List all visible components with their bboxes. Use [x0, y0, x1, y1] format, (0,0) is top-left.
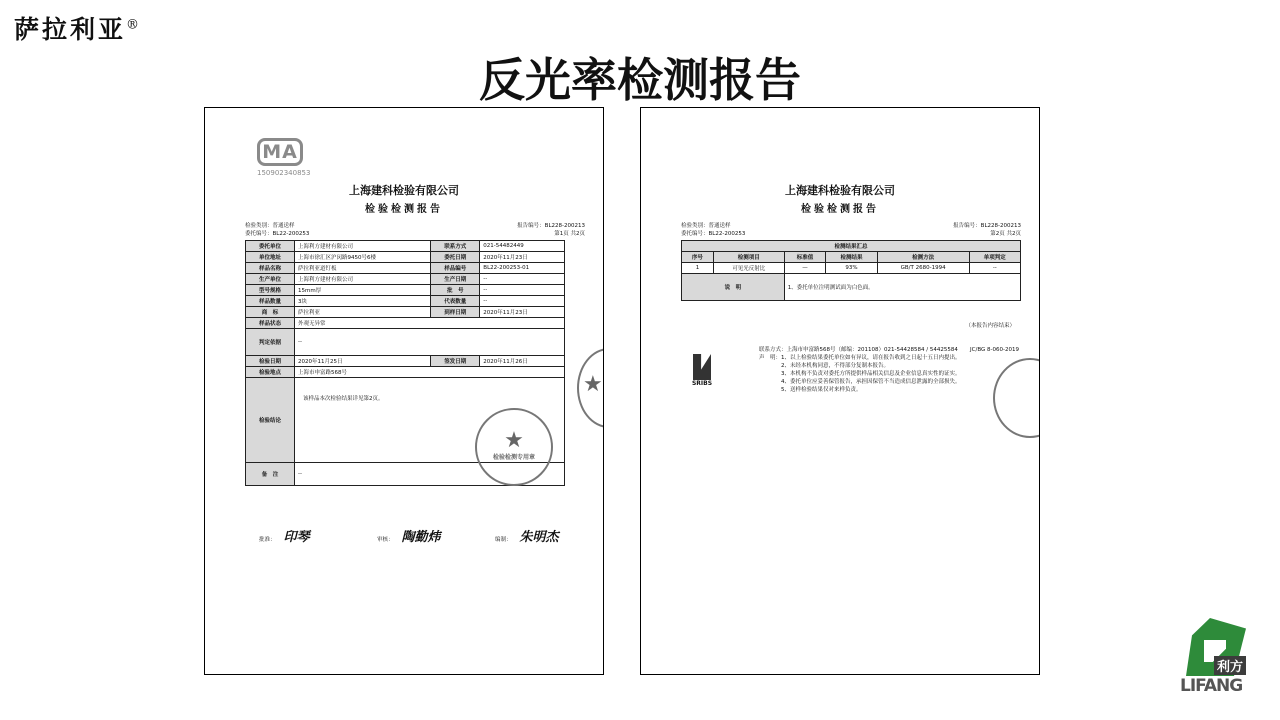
column-header: 检测结果	[826, 252, 877, 263]
report-footer: 联系方式：上海市申富路568号（邮编：201108）021-54428584 / 54425584 JC/BG 8-060-2019 声 明：1、以上检验结果委托单位如有异议，请在报告收到之日起十五日内提出。 2、未经本机构同意，不得部分复制本报告。 3、本机构不负责对委托方所提供样品相关信息及企业信息真实性的证实。 4、委托单位应妥善保管报告，承担因保管不当造成信息泄露的全部损失。 5、送样检验结果仅对来样负责。	[759, 347, 1019, 393]
company-name: 上海建科检验有限公司	[785, 184, 895, 197]
column-header: 检测方法	[877, 252, 969, 263]
info-row: 单位地址 上海市徐汇区沪闵路9450号6楼 委托日期 2020年11月23日	[246, 252, 565, 263]
meta-left: 检验类别：普通送样 委托编号：BL22-200253	[245, 223, 310, 237]
statement-line: 3、本机构不负责对委托方所提供样品相关信息及企业信息真实性的证实。	[781, 371, 961, 377]
meta-left: 检验类别：普通送样 委托编号：BL22-200253	[681, 223, 746, 237]
sribs-logo: SRIBS	[689, 354, 715, 387]
column-header: 单项判定	[969, 252, 1020, 263]
cma-mark	[257, 138, 310, 177]
report-page-2	[640, 107, 1040, 675]
table-cell: --	[969, 263, 1020, 274]
cma-number: 150902340853	[257, 169, 311, 177]
info-row: 委托单位 上海利方建材有限公司 联系方式 021-54482449	[246, 241, 565, 252]
info-row: 样品名称 萨拉利亚道钉板 样品编号 BL22-200253-01	[246, 263, 565, 274]
info-row: 商 标 萨拉利亚 到样日期 2020年11月23日	[246, 307, 565, 318]
column-header: 标准值	[784, 252, 826, 263]
statement-line: 2、未经本机构同意，不得部分复制本报告。	[781, 363, 890, 369]
edge-seal	[577, 348, 604, 428]
table-cell: 1	[682, 263, 714, 274]
approver: 批准： 印琴	[259, 530, 310, 545]
column-header: 检测项目	[713, 252, 784, 263]
info-row: 样品数量 3块 代表数量 --	[246, 296, 565, 307]
statement-line: 4、委托单位应妥善保管报告，承担因保管不当造成信息泄露的全部损失。	[781, 379, 961, 385]
meta-right: 报告编号：BL228-200213 第1页 共2页	[517, 223, 585, 237]
report-page-1	[204, 107, 604, 675]
official-seal: ★ 检验检测专用章	[475, 408, 553, 486]
lifang-logo: 利方 LIFANG	[1180, 618, 1260, 700]
table-cell: 可见光反射比	[713, 263, 784, 274]
page-title: 反光率检测报告	[479, 53, 801, 107]
report-subtitle: 检验检测报告	[801, 204, 879, 215]
sribs-logo-icon	[693, 354, 711, 380]
table-cell: 93%	[826, 263, 877, 274]
statement-line: 5、送样检验结果仅对来样负责。	[781, 387, 862, 393]
seal-star-icon: ★	[504, 428, 524, 453]
table-cell: GB/T 2680-1994	[877, 263, 969, 274]
seal-star-icon: ★	[583, 372, 603, 397]
company-name: 上海建科检验有限公司	[349, 184, 459, 197]
info-row: 型号规格 15mm厚 批 号 --	[246, 285, 565, 296]
end-note: （本报告内容结束）	[965, 323, 1015, 329]
summary-title: 检测结果汇总	[682, 241, 1021, 252]
report-subtitle: 检验检测报告	[365, 204, 443, 215]
cma-badge-icon: MA	[257, 138, 303, 166]
statement-line: 声 明：1、以上检验结果委托单位如有异议，请在报告收到之日起十五日内提出。	[759, 355, 961, 361]
brand-logo-text: 萨拉利亚®	[14, 15, 140, 44]
meta-right: 报告编号：BL228-200213 第2页 共2页	[953, 223, 1021, 237]
results-table: 检测结果汇总 序号 检测项目 标准值 检测结果 检测方法 单项判定 1 可见光反射比 — 93% GB/T 2680-1994 -- 说 明 1、委托单位注明测试面为白色面。	[681, 240, 1021, 301]
auditor: 审核： 陶勤炜	[377, 530, 441, 545]
table-cell: —	[784, 263, 826, 274]
preparer: 编制： 朱明杰	[495, 530, 559, 545]
info-row: 生产单位 上海利方建材有限公司 生产日期 --	[246, 274, 565, 285]
column-header: 序号	[682, 252, 714, 263]
report-info-table: 委托单位 上海利方建材有限公司 联系方式 021-54482449 单位地址 上海市徐汇区沪闵路9450号6楼 委托日期 2020年11月23日 样品名称 萨拉利亚道钉板 样品编号 BL22-200253-01 生产单位 上海利方建材有限公司 生产日期 -- 型号规格 15mm厚 批 号 -- 样品数量 3块 代表数量 -- 商 标 萨拉利亚 到样日期 2020年11月23日 样品状态 外观无异常 判定依据 -- 检验日期 2020年11月25日 签发日期 2020年11月26日 检验地点 上海市申富路568号 检验结论 该样品本次检验结果详见第2页。 备 注 --	[245, 240, 565, 486]
